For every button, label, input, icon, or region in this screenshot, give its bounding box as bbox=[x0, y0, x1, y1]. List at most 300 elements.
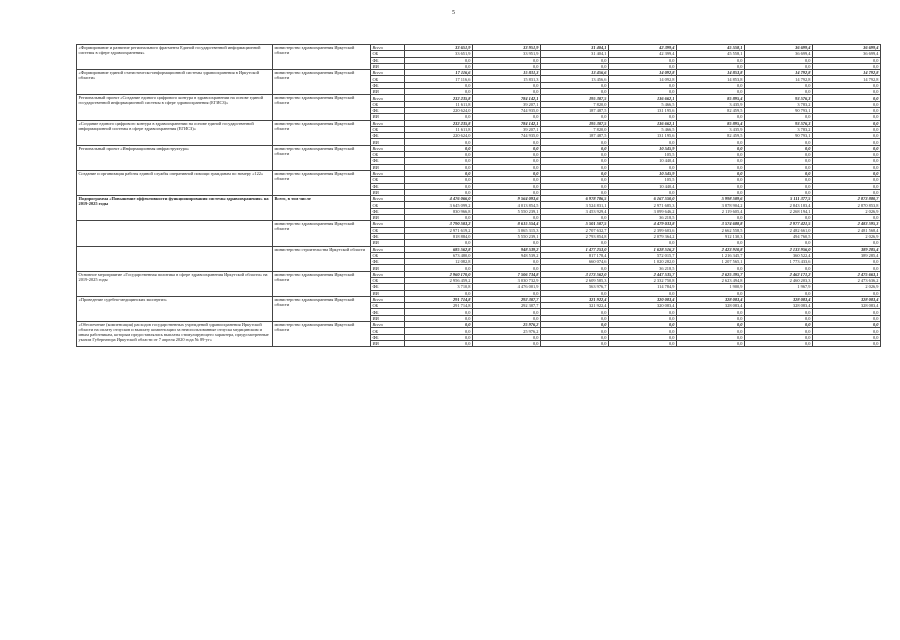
amount-cell: 0,0 bbox=[541, 315, 609, 321]
funding-source-cell: ОБ bbox=[371, 51, 405, 57]
amount-cell: 0,0 bbox=[813, 315, 881, 321]
amount-cell: 2 707 632,7 bbox=[541, 227, 609, 233]
amount-cell: 0,0 bbox=[813, 240, 881, 246]
funding-source-cell: ОБ bbox=[371, 152, 405, 158]
amount-cell: 0,0 bbox=[405, 63, 473, 69]
amount-cell: 14 092,8 bbox=[609, 76, 677, 82]
amount-cell: 0,0 bbox=[541, 215, 609, 221]
amount-cell: 0,0 bbox=[473, 139, 541, 145]
amount-cell: 563 976,7 bbox=[541, 284, 609, 290]
amount-cell: 36 699,4 bbox=[745, 51, 813, 57]
amount-cell: 0,0 bbox=[745, 334, 813, 340]
amount-cell: 45 558,1 bbox=[677, 45, 745, 51]
funding-source-cell: ОБ bbox=[371, 202, 405, 208]
amount-cell: 0,0 bbox=[745, 139, 813, 145]
amount-cell: 6 167 550,0 bbox=[609, 196, 677, 202]
executor-cell: министерство здравоохранения Иркутской области bbox=[273, 221, 371, 246]
funding-source-cell: Всего bbox=[371, 322, 405, 328]
amount-cell: 0,0 bbox=[609, 315, 677, 321]
amount-cell: 0,0 bbox=[473, 189, 541, 195]
amount-cell: 2 873 880,7 bbox=[813, 196, 881, 202]
program-name-cell: Региональный проект «Информационная инфраструктура» bbox=[77, 145, 273, 170]
amount-cell: 0,0 bbox=[473, 183, 541, 189]
amount-cell: 0,0 bbox=[473, 89, 541, 95]
funding-source-cell: ИИ bbox=[371, 265, 405, 271]
amount-cell: 11 611,8 bbox=[405, 126, 473, 132]
amount-cell: 0,0 bbox=[405, 89, 473, 95]
amount-cell: 0,0 bbox=[405, 139, 473, 145]
amount-cell: 2 473 636,2 bbox=[813, 277, 881, 283]
amount-cell: 0,0 bbox=[405, 290, 473, 296]
amount-cell: 6 978 786,5 bbox=[541, 196, 609, 202]
amount-cell: 14 853,8 bbox=[677, 70, 745, 76]
amount-cell: 0,0 bbox=[677, 315, 745, 321]
amount-cell: 2 623 494,8 bbox=[677, 277, 745, 283]
amount-cell: 3 878 904,2 bbox=[677, 202, 745, 208]
executor-cell: министерство здравоохранения Иркутской области bbox=[273, 271, 371, 296]
amount-cell: 4 476 066,0 bbox=[405, 196, 473, 202]
amount-cell: 0,0 bbox=[405, 158, 473, 164]
page-number: 5 bbox=[452, 10, 455, 16]
amount-cell: 3 524 831,1 bbox=[541, 202, 609, 208]
program-name-cell: «Формирование единой статистическо-информационной системы здравоохранения в Иркутской области» bbox=[77, 70, 273, 95]
amount-cell: 0,0 bbox=[473, 177, 541, 183]
amount-cell: 3 710,8 bbox=[405, 284, 473, 290]
amount-cell: 3 783,2 bbox=[745, 126, 813, 132]
program-name-cell: Региональный проект «Создание единого цифрового контура в здравоохранении на основе единой государственной информационной системы в сфере здравоохранения (ЕГИСЗ)» bbox=[77, 95, 273, 120]
amount-cell: 36 218,5 bbox=[609, 265, 677, 271]
amount-cell: 0,0 bbox=[541, 164, 609, 170]
amount-cell: 93 576,3 bbox=[745, 120, 813, 126]
program-name-cell: Создание и организация работы единой службы оперативной помощи гражданам по номеру «122» bbox=[77, 170, 273, 195]
amount-cell: 0,0 bbox=[677, 290, 745, 296]
amount-cell: 0,0 bbox=[677, 265, 745, 271]
amount-cell: 660 074,6 bbox=[541, 259, 609, 265]
amount-cell: 0,0 bbox=[405, 114, 473, 120]
amount-cell: 2 026,9 bbox=[813, 284, 881, 290]
funding-source-cell: ИИ bbox=[371, 240, 405, 246]
amount-cell: 2 119 605,4 bbox=[677, 208, 745, 214]
amount-cell: 0,0 bbox=[813, 158, 881, 164]
amount-cell: 1 207 565,1 bbox=[677, 259, 745, 265]
amount-cell: 93 576,3 bbox=[745, 95, 813, 101]
amount-cell: 0,0 bbox=[813, 82, 881, 88]
amount-cell: 0,0 bbox=[813, 189, 881, 195]
amount-cell: 131 195,6 bbox=[609, 133, 677, 139]
funding-source-cell: ОБ bbox=[371, 227, 405, 233]
amount-cell: 2 625 395,7 bbox=[677, 271, 745, 277]
amount-cell: 0,0 bbox=[541, 183, 609, 189]
budget-table bbox=[76, 44, 881, 347]
funding-source-cell: ИИ bbox=[371, 340, 405, 346]
program-name-cell: «Проведение судебно-медицинских экспертиз» bbox=[77, 296, 273, 321]
program-name-cell bbox=[77, 246, 273, 271]
amount-cell: 2 971 685,3 bbox=[609, 202, 677, 208]
amount-cell: 948 539,2 bbox=[473, 252, 541, 258]
amount-cell: 0,0 bbox=[405, 145, 473, 151]
amount-cell: 0,0 bbox=[813, 101, 881, 107]
funding-source-cell: ИИ bbox=[371, 164, 405, 170]
funding-source-cell: Всего bbox=[371, 95, 405, 101]
amount-cell: 291 714,8 bbox=[405, 303, 473, 309]
amount-cell: 3 173 562,0 bbox=[541, 271, 609, 277]
amount-cell: 0,0 bbox=[473, 145, 541, 151]
funding-source-cell: ИИ bbox=[371, 290, 405, 296]
amount-cell: 2 956 459,2 bbox=[405, 277, 473, 283]
amount-cell: 0,0 bbox=[541, 152, 609, 158]
amount-cell: 1 900,9 bbox=[677, 284, 745, 290]
program-name-cell: «Создание единого цифрового контура в здравоохранении на основе единой государственной информационной системы в сфере здравоохранения (ЕГИСЗ)» bbox=[77, 120, 273, 145]
amount-cell: 2 971 619,2 bbox=[405, 227, 473, 233]
funding-source-cell: ФБ bbox=[371, 133, 405, 139]
amount-cell: 2 870 853,8 bbox=[813, 202, 881, 208]
amount-cell: 0,0 bbox=[745, 114, 813, 120]
amount-cell: 0,0 bbox=[405, 215, 473, 221]
amount-cell: 912 130,3 bbox=[677, 233, 745, 239]
amount-cell: 0,0 bbox=[609, 240, 677, 246]
amount-cell: 3 435,9 bbox=[677, 101, 745, 107]
funding-source-cell: ИИ bbox=[371, 89, 405, 95]
amount-cell: 0,0 bbox=[541, 240, 609, 246]
amount-cell: 0,0 bbox=[405, 82, 473, 88]
funding-source-cell: Всего bbox=[371, 271, 405, 277]
funding-source-cell: Всего bbox=[371, 296, 405, 302]
funding-source-cell: ИИ bbox=[371, 189, 405, 195]
amount-cell: 10 440,4 bbox=[609, 158, 677, 164]
amount-cell: 0,0 bbox=[405, 328, 473, 334]
amount-cell: 0,0 bbox=[745, 189, 813, 195]
amount-cell: 2 026,9 bbox=[813, 233, 881, 239]
amount-cell: 0,0 bbox=[813, 340, 881, 346]
amount-cell: 0,0 bbox=[541, 309, 609, 315]
amount-cell: 0,0 bbox=[609, 290, 677, 296]
funding-source-cell: ИИ bbox=[371, 139, 405, 145]
amount-cell: 0,0 bbox=[677, 334, 745, 340]
amount-cell: 5 111 377,5 bbox=[745, 196, 813, 202]
amount-cell: 33 951,9 bbox=[473, 51, 541, 57]
amount-cell: 328 083,4 bbox=[677, 296, 745, 302]
amount-cell: 0,0 bbox=[541, 290, 609, 296]
amount-cell: 0,0 bbox=[745, 322, 813, 328]
amount-cell: 195 307,5 bbox=[541, 95, 609, 101]
amount-cell: 0,0 bbox=[609, 114, 677, 120]
amount-cell: 0,0 bbox=[541, 328, 609, 334]
amount-cell: 0,0 bbox=[745, 309, 813, 315]
amount-cell: 685 562,8 bbox=[405, 246, 473, 252]
amount-cell: 0,0 bbox=[813, 215, 881, 221]
amount-cell: 0,0 bbox=[473, 152, 541, 158]
amount-cell: 5 466,5 bbox=[609, 126, 677, 132]
amount-cell: 0,0 bbox=[541, 57, 609, 63]
executor-cell: министерство здравоохранения Иркутской области bbox=[273, 322, 371, 347]
executor-cell: министерство здравоохранения Иркутской области bbox=[273, 170, 371, 195]
amount-cell: 0,0 bbox=[473, 309, 541, 315]
amount-cell: 9 564 093,6 bbox=[473, 196, 541, 202]
amount-cell: 13 456,6 bbox=[541, 70, 609, 76]
amount-cell: 220 624,0 bbox=[405, 133, 473, 139]
amount-cell: 0,0 bbox=[813, 126, 881, 132]
amount-cell: 328 083,4 bbox=[745, 296, 813, 302]
amount-cell: 0,0 bbox=[677, 189, 745, 195]
amount-cell: 31 404,1 bbox=[541, 45, 609, 51]
amount-cell: 0,0 bbox=[473, 215, 541, 221]
amount-cell: 0,0 bbox=[541, 170, 609, 176]
amount-cell: 0,0 bbox=[541, 334, 609, 340]
amount-cell: 328 083,4 bbox=[813, 303, 881, 309]
amount-cell: 0,0 bbox=[541, 177, 609, 183]
amount-cell: 31 404,1 bbox=[541, 51, 609, 57]
amount-cell: 2 079 364,2 bbox=[609, 233, 677, 239]
amount-cell: 0,0 bbox=[745, 57, 813, 63]
amount-cell: 2 482 661,0 bbox=[745, 227, 813, 233]
amount-cell: 3 030 732,9 bbox=[473, 277, 541, 283]
amount-cell: 2 977 421,5 bbox=[745, 221, 813, 227]
amount-cell: 85 895,4 bbox=[677, 95, 745, 101]
amount-cell: 5 998 509,6 bbox=[677, 196, 745, 202]
amount-cell: 0,0 bbox=[677, 328, 745, 334]
amount-cell: 328 083,4 bbox=[745, 303, 813, 309]
amount-cell: 0,0 bbox=[745, 290, 813, 296]
amount-cell: 5 466,5 bbox=[609, 101, 677, 107]
funding-source-cell: ФБ bbox=[371, 158, 405, 164]
funding-source-cell: Всего bbox=[371, 45, 405, 51]
amount-cell: 0,0 bbox=[677, 89, 745, 95]
executor-cell: министерство здравоохранения Иркутской области bbox=[273, 95, 371, 120]
funding-source-cell: ОБ bbox=[371, 252, 405, 258]
amount-cell: 0,0 bbox=[813, 265, 881, 271]
amount-cell: 195 307,5 bbox=[541, 120, 609, 126]
amount-cell: 0,0 bbox=[473, 164, 541, 170]
amount-cell: 0,0 bbox=[405, 170, 473, 176]
amount-cell: 784 142,1 bbox=[473, 120, 541, 126]
amount-cell: 10 440,4 bbox=[609, 183, 677, 189]
amount-cell: 0,0 bbox=[609, 89, 677, 95]
amount-cell: 4 476 001,9 bbox=[473, 284, 541, 290]
amount-cell: 0,0 bbox=[473, 315, 541, 321]
program-name-cell: «Обеспечение (компенсация) расходов государственных учреждений здравоохранения Иркутской области на оплату отпусков и выплату компенсации за неиспользованные отпуска медицинским и иным работникам, которым предоставлялись выплаты стимулирующего характера, предусмотренные указом Губернатора Иркутской области от 7 апреля 2020 года № 89-уг» bbox=[77, 322, 273, 347]
amount-cell: 187 487,5 bbox=[541, 133, 609, 139]
amount-cell: 36 699,4 bbox=[745, 45, 813, 51]
funding-source-cell: ФБ bbox=[371, 82, 405, 88]
amount-cell: 744 935,0 bbox=[473, 107, 541, 113]
amount-cell: 0,0 bbox=[813, 334, 881, 340]
funding-source-cell: ОБ bbox=[371, 328, 405, 334]
amount-cell: 328 083,4 bbox=[813, 296, 881, 302]
amount-cell: 0,0 bbox=[677, 158, 745, 164]
amount-cell: 15 831,3 bbox=[473, 76, 541, 82]
amount-cell: 0,0 bbox=[609, 328, 677, 334]
amount-cell: 0,0 bbox=[473, 63, 541, 69]
amount-cell: 0,0 bbox=[473, 340, 541, 346]
amount-cell: 494 760,5 bbox=[745, 233, 813, 239]
program-name-cell: Подпрограмма «Повышение эффективности функционирования системы здравоохранения» на 2019-2025 годы bbox=[77, 196, 273, 221]
budget-table-body bbox=[77, 45, 881, 347]
amount-cell: 0,0 bbox=[677, 322, 745, 328]
amount-cell: 7 820,0 bbox=[541, 101, 609, 107]
amount-cell: 0,0 bbox=[541, 322, 609, 328]
amount-cell: 0,0 bbox=[541, 340, 609, 346]
amount-cell: 0,0 bbox=[473, 170, 541, 176]
funding-source-cell: ОБ bbox=[371, 101, 405, 107]
amount-cell: 3 645 099,2 bbox=[405, 202, 473, 208]
amount-cell: 105,5 bbox=[609, 177, 677, 183]
amount-cell: 7 506 734,8 bbox=[473, 271, 541, 277]
amount-cell: 1 216 345,7 bbox=[677, 252, 745, 258]
amount-cell: 0,0 bbox=[677, 215, 745, 221]
amount-cell: 0,0 bbox=[745, 164, 813, 170]
amount-cell: 0,0 bbox=[405, 164, 473, 170]
amount-cell: 0,0 bbox=[609, 322, 677, 328]
amount-cell: 0,0 bbox=[541, 82, 609, 88]
amount-cell: 0,0 bbox=[609, 340, 677, 346]
amount-cell: 33 651,9 bbox=[405, 45, 473, 51]
amount-cell: 818 884,0 bbox=[405, 233, 473, 239]
funding-source-cell: ИИ bbox=[371, 215, 405, 221]
amount-cell: 0,0 bbox=[405, 265, 473, 271]
amount-cell: 0,0 bbox=[745, 170, 813, 176]
amount-cell: 2 423 910,8 bbox=[677, 246, 745, 252]
amount-cell: 0,0 bbox=[745, 152, 813, 158]
amount-cell: 0,0 bbox=[473, 57, 541, 63]
amount-cell: 0,0 bbox=[405, 309, 473, 315]
amount-cell: 36 699,4 bbox=[813, 45, 881, 51]
amount-cell: 0,0 bbox=[405, 189, 473, 195]
amount-cell: 5 550 239,1 bbox=[473, 233, 541, 239]
executor-cell: министерство здравоохранения Иркутской области bbox=[273, 145, 371, 170]
amount-cell: 42 399,4 bbox=[609, 51, 677, 57]
amount-cell: 0,0 bbox=[745, 145, 813, 151]
amount-cell: 0,0 bbox=[813, 322, 881, 328]
amount-cell: 39 207,1 bbox=[473, 126, 541, 132]
amount-cell: 0,0 bbox=[677, 57, 745, 63]
amount-cell: 292 307,7 bbox=[473, 296, 541, 302]
amount-cell: 82 459,5 bbox=[677, 133, 745, 139]
funding-source-cell: Всего bbox=[371, 221, 405, 227]
amount-cell: 33 651,9 bbox=[405, 51, 473, 57]
amount-cell: 0,0 bbox=[677, 183, 745, 189]
amount-cell: 0,0 bbox=[813, 290, 881, 296]
funding-source-cell: ФБ bbox=[371, 284, 405, 290]
amount-cell: 0,0 bbox=[609, 189, 677, 195]
amount-cell: 0,0 bbox=[473, 265, 541, 271]
funding-source-cell: ИИ bbox=[371, 63, 405, 69]
amount-cell: 0,0 bbox=[745, 328, 813, 334]
amount-cell: 11 611,8 bbox=[405, 101, 473, 107]
funding-source-cell: ФБ bbox=[371, 107, 405, 113]
amount-cell: 321 922,4 bbox=[541, 303, 609, 309]
amount-cell: 232 235,8 bbox=[405, 95, 473, 101]
amount-cell: 14 792,8 bbox=[745, 76, 813, 82]
executor-cell: Всего, в том числе bbox=[273, 196, 371, 221]
amount-cell: 17 116,6 bbox=[405, 70, 473, 76]
amount-cell: 389 285,4 bbox=[813, 252, 881, 258]
amount-cell: 13 456,6 bbox=[541, 76, 609, 82]
amount-cell: 830 966,8 bbox=[405, 208, 473, 214]
amount-cell: 0,0 bbox=[745, 183, 813, 189]
executor-cell: министерство здравоохранения Иркутской области bbox=[273, 296, 371, 321]
amount-cell: 0,0 bbox=[813, 259, 881, 265]
amount-cell: 321 922,4 bbox=[541, 296, 609, 302]
amount-cell: 2 447 535,7 bbox=[609, 271, 677, 277]
amount-cell: 0,0 bbox=[473, 290, 541, 296]
amount-cell: 33 951,9 bbox=[473, 45, 541, 51]
amount-cell: 0,0 bbox=[745, 215, 813, 221]
amount-cell: 8 615 554,4 bbox=[473, 221, 541, 227]
amount-cell: 0,0 bbox=[677, 63, 745, 69]
amount-cell: 744 935,0 bbox=[473, 133, 541, 139]
amount-cell: 0,0 bbox=[541, 139, 609, 145]
amount-cell: 0,0 bbox=[405, 322, 473, 328]
amount-cell: 220 624,0 bbox=[405, 107, 473, 113]
program-name-cell: Основное мероприятие «Государственная политика в сфере здравоохранения Иркутской области» на 2019-2025 годы bbox=[77, 271, 273, 296]
amount-cell: 85 895,4 bbox=[677, 120, 745, 126]
amount-cell: 232 235,8 bbox=[405, 120, 473, 126]
amount-cell: 817 178,4 bbox=[541, 252, 609, 258]
amount-cell: 0,0 bbox=[677, 240, 745, 246]
funding-source-cell: ОБ bbox=[371, 177, 405, 183]
amount-cell: 0,0 bbox=[813, 170, 881, 176]
funding-source-cell: ФБ bbox=[371, 259, 405, 265]
amount-cell: 1 020 282,0 bbox=[609, 259, 677, 265]
amount-cell: 0,0 bbox=[541, 89, 609, 95]
amount-cell: 0,0 bbox=[677, 139, 745, 145]
amount-cell: 0,0 bbox=[813, 57, 881, 63]
amount-cell: 82 459,5 bbox=[677, 107, 745, 113]
amount-cell: 1 773 433,6 bbox=[745, 259, 813, 265]
amount-cell: 90 793,1 bbox=[745, 107, 813, 113]
amount-cell: 42 399,4 bbox=[609, 45, 677, 51]
amount-cell: 39 207,1 bbox=[473, 101, 541, 107]
amount-cell: 0,0 bbox=[745, 177, 813, 183]
amount-cell: 1 967,9 bbox=[745, 284, 813, 290]
funding-source-cell: ОБ bbox=[371, 126, 405, 132]
amount-cell: 2 462 171,2 bbox=[745, 271, 813, 277]
amount-cell: 572 015,7 bbox=[609, 252, 677, 258]
funding-source-cell: Всего bbox=[371, 196, 405, 202]
amount-cell: 0,0 bbox=[813, 63, 881, 69]
amount-cell: 0,0 bbox=[541, 63, 609, 69]
amount-cell: 3 435,9 bbox=[677, 126, 745, 132]
amount-cell: 0,0 bbox=[813, 133, 881, 139]
amount-cell: 0,0 bbox=[677, 82, 745, 88]
executor-cell: министерство здравоохранения Иркутской области bbox=[273, 120, 371, 145]
amount-cell: 0,0 bbox=[609, 309, 677, 315]
amount-cell: 360 522,4 bbox=[745, 252, 813, 258]
amount-cell: 0,0 bbox=[405, 340, 473, 346]
amount-cell: 0,0 bbox=[541, 145, 609, 151]
amount-cell: 0,0 bbox=[677, 340, 745, 346]
amount-cell: 0,0 bbox=[745, 240, 813, 246]
funding-source-cell: Всего bbox=[371, 246, 405, 252]
amount-cell: 14 792,8 bbox=[745, 70, 813, 76]
amount-cell: 0,0 bbox=[405, 240, 473, 246]
program-name-cell: «Формирование и развитие регионального фрагмента Единой государственной информационной системы в сфере здравоохранения» bbox=[77, 45, 273, 70]
amount-cell: 2 481 568,4 bbox=[813, 227, 881, 233]
executor-cell: министерство здравоохранения Иркутской области bbox=[273, 70, 371, 95]
amount-cell: 25 976,2 bbox=[473, 322, 541, 328]
amount-cell: 0,0 bbox=[677, 309, 745, 315]
amount-cell: 0,0 bbox=[813, 145, 881, 151]
amount-cell: 3 453 929,4 bbox=[541, 208, 609, 214]
amount-cell: 45 558,1 bbox=[677, 51, 745, 57]
funding-source-cell: ОБ bbox=[371, 76, 405, 82]
funding-source-cell: Всего bbox=[371, 120, 405, 126]
amount-cell: 2 399 603,6 bbox=[609, 227, 677, 233]
amount-cell: 90 793,1 bbox=[745, 133, 813, 139]
funding-source-cell: ОБ bbox=[371, 277, 405, 283]
funding-source-cell: ФБ bbox=[371, 208, 405, 214]
funding-source-cell: ФБ bbox=[371, 334, 405, 340]
